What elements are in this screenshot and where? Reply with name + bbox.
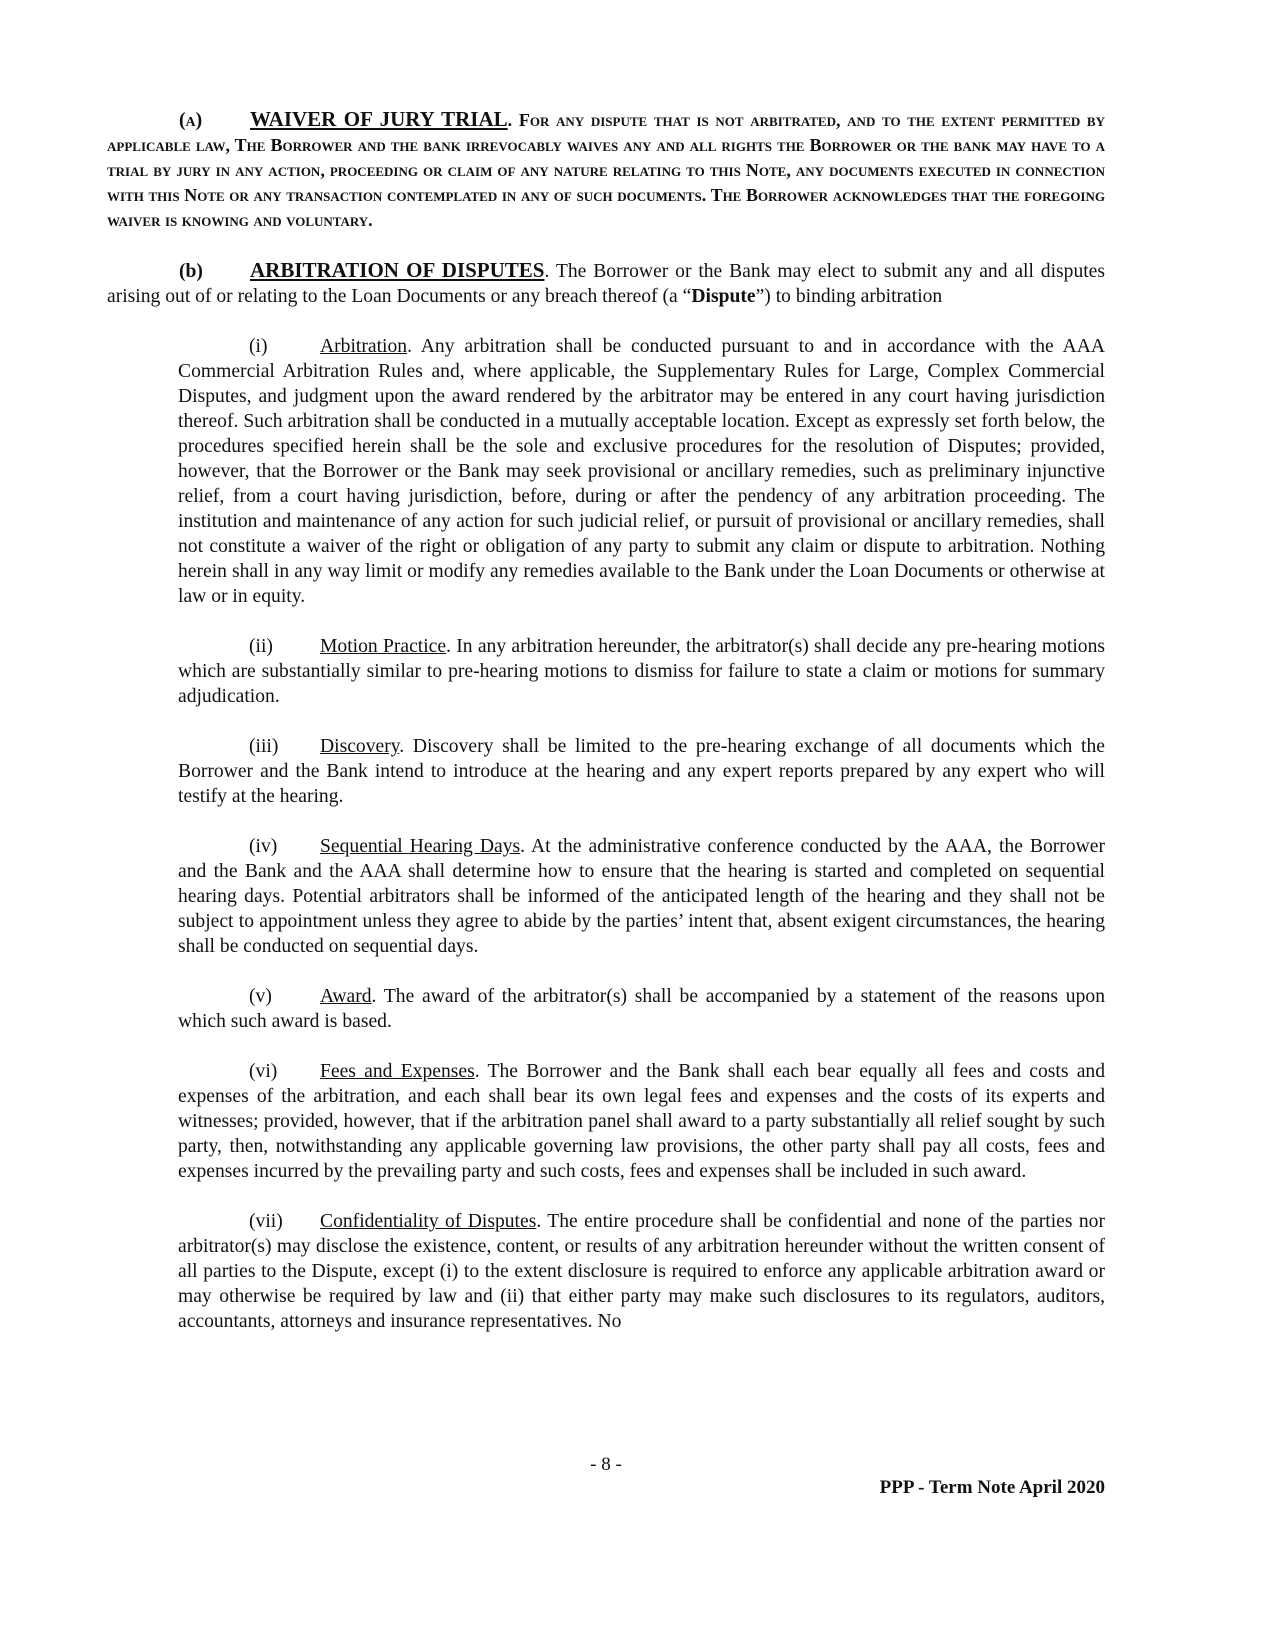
section-b-body-post: ”) to binding arbitration [755, 286, 943, 307]
document-page [107, 107, 1105, 1359]
section-b-body-pre: . The Borrower or the Bank may elect to submit any and all disputes arising out of or relating to the Loan Documents or any breach thereof (a “ [107, 261, 1106, 307]
subsection-heading: Fees and Expenses [320, 1061, 475, 1082]
subsection-label: (i) [249, 336, 268, 357]
subsection-body: . Discovery shall be limited to the pre-hearing exchange of all documents which the Borrower and the Bank intend to introduce at the hearing and any expert reports prepared by any expert who will testify at the hearing. [178, 736, 1105, 807]
subsection-body: . The entire procedure shall be confidential and none of the parties nor arbitrator(s) may disclose the existence, content, or results of any arbitration hereunder without the written consent of all parties to the Dispute, except (i) to the extent disclosure is required to enforce any applicable arbitration award or may otherwise be required by law and (ii) that either party may make such disclosures to its regulators, auditors, accountants, attorneys and insurance representatives. No [178, 1211, 1105, 1332]
subsection-body: . In any arbitration hereunder, the arbitrator(s) shall decide any pre-hearing motions which are substantially similar to pre-hearing motions to dismiss for failure to state a claim or motions for summary adjudication. [178, 636, 1106, 707]
section-b-label: (b) [179, 261, 203, 282]
subsection-body: . Any arbitration shall be conducted pursuant to and in accordance with the AAA Commercial Arbitration Rules and, where applicable, the Supplementary Rules for Large, Complex Commercial Disputes, and judgment upon the award rendered by the arbitrator may be entered in any court having jurisdiction thereof. Such arbitration shall be conducted in a mutually acceptable location. Except as expressly set forth below, the procedures specified herein shall be the sole and exclusive procedures for the resolution of Disputes; provided, however, that the Borrower or the Bank may seek provisional or ancillary remedies, such as preliminary injunctive relief, from a court having jurisdiction, before, during or after the pendency of any arbitration proceeding. The institution and maintenance of any action for such judicial relief, or pursuit of provisional or ancillary remedies, shall not constitute a waiver of the right or obligation of any party to submit any claim or dispute to arbitration. Nothing herein shall in any way limit or modify any remedies available to the Bank under the Loan Documents or otherwise at law or in equity. [178, 336, 1105, 607]
section-a-jury-waiver [107, 107, 1105, 233]
subsection [178, 1209, 1105, 1334]
subsection-heading: Discovery [320, 736, 400, 757]
section-a-body: . For any dispute that is not arbitrated, and to the extent permitted by applicable law, The Borrower and the bank irrevocably waives any and all rights the Borrower or the bank may have to a trial by jury in any action, proceeding or claim of any nature relating to this Note, any documents executed in connection with this Note or any transaction contemplated in any of such documents. The Borrower acknowledges that the foregoing waiver is knowing and voluntary. [107, 110, 1105, 230]
subsection-heading: Motion Practice [320, 636, 447, 657]
defined-term-dispute: Dispute [691, 286, 756, 307]
subsection-heading: Award [320, 986, 372, 1007]
subsection-list [107, 334, 1105, 1334]
subsection-body: . The award of the arbitrator(s) shall be accompanied by a statement of the reasons upon which such award is based. [178, 986, 1105, 1032]
subsection-label: (ii) [249, 636, 273, 657]
subsection [178, 634, 1105, 709]
section-a-heading: WAIVER OF JURY TRIAL [250, 107, 508, 131]
subsection [178, 734, 1105, 809]
subsection [178, 1059, 1105, 1184]
subsection-label: (v) [249, 986, 272, 1007]
subsection-label: (iii) [249, 736, 279, 757]
section-b-arbitration [107, 258, 1105, 309]
subsection-label: (vi) [249, 1061, 278, 1082]
subsection [178, 984, 1105, 1034]
subsection-body: . The Borrower and the Bank shall each bear equally all fees and costs and expenses of the arbitration, and each shall bear its own legal fees and expenses and the costs of its experts and witnesses; provided, however, that if the arbitration panel shall award to a party substantially all relief sought by such party, then, notwithstanding any applicable governing law provisions, the other party shall pay all costs, fees and expenses incurred by the prevailing party and such costs, fees and expenses shall be included in such award. [178, 1061, 1105, 1182]
section-a-label: (a) [179, 110, 203, 131]
subsection-body: . At the administrative conference conducted by the AAA, the Borrower and the Bank and the AAA shall determine how to ensure that the hearing is started and completed on sequential hearing days. Potential arbitrators shall be informed of the anticipated length of the hearing and they shall not be subject to appointment unless they agree to abide by the parties’ intent that, absent exigent circumstances, the hearing shall be conducted on sequential days. [178, 836, 1105, 957]
subsection-label: (iv) [249, 836, 278, 857]
subsection-heading: Arbitration [320, 336, 408, 357]
subsection [178, 834, 1105, 959]
subsection [178, 334, 1105, 609]
page-number: - 8 - [590, 1454, 622, 1475]
subsection-label: (vii) [249, 1211, 283, 1232]
footer-doc-id: PPP - Term Note April 2020 [879, 1477, 1105, 1498]
subsection-heading: Confidentiality of Disputes [320, 1211, 537, 1232]
section-b-heading: ARBITRATION OF DISPUTES [250, 258, 545, 282]
subsection-heading: Sequential Hearing Days [320, 836, 521, 857]
